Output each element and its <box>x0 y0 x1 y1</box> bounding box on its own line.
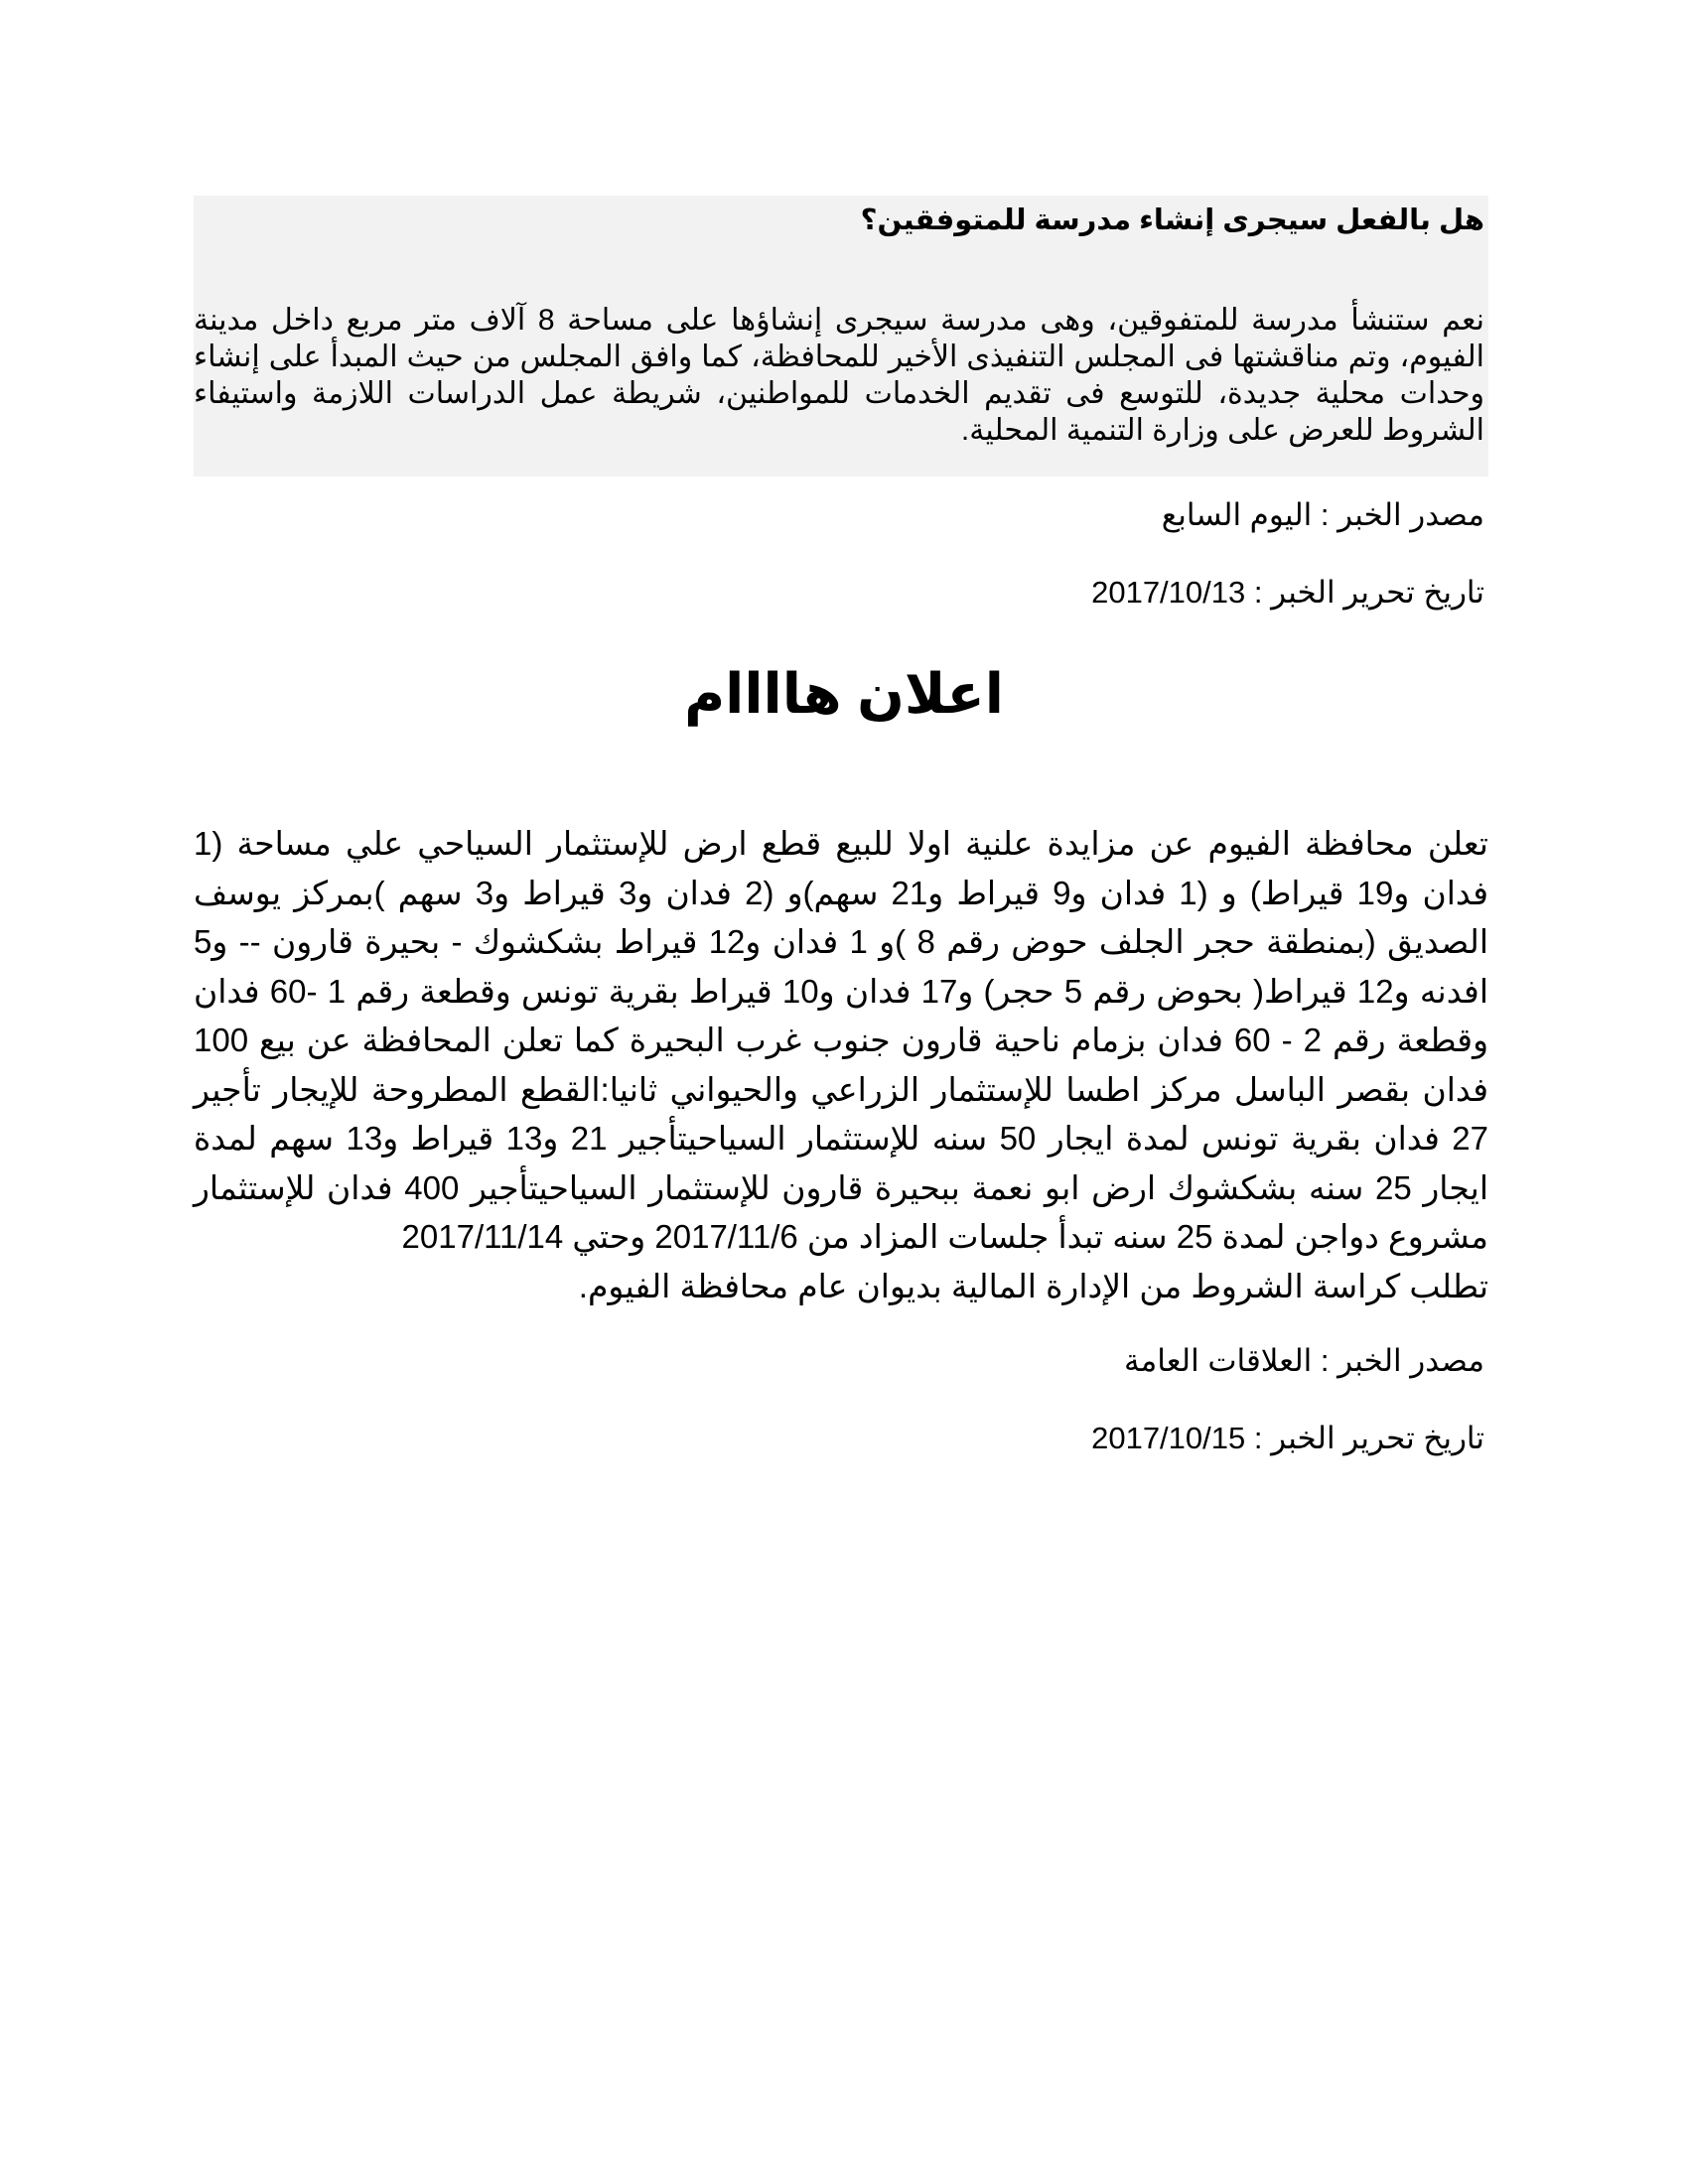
announcement-date: تاريخ تحرير الخبر : 2017/10/15 <box>1091 1421 1484 1455</box>
news-source: مصدر الخبر : اليوم السابع <box>1161 497 1484 532</box>
announcement-text: تعلن محافظة الفيوم عن مزايدة علنية اولا للبيع قطع ارض للإستثمار السياحي علي مساحة (1 فدان و19 قيراط) و (1 فدان و9 قيراط و21 سهم)و (2 فدان و3 قيراط و3 سهم )بمركز يوسف الصديق (بمنطقة حجر الجلف حوض رقم 8 )و 1 فدان و12 قيراط بشكشوك - بحيرة قارون -- و5 افدنه و12 قيراط( بحوض رقم 5 حجر) و17 فدان و10 قيراط بقرية تونس وقطعة رقم 1 -60 فدان وقطعة رقم 2 - 60 فدان بزمام ناحية قارون جنوب غرب البحيرة كما تعلن المحافظة عن بيع 100 فدان بقصر الباسل مركز اطسا للإستثمار الزراعي والحيواني ثانيا:القطع المطروحة للإيجار تأجير 27 فدان بقرية تونس لمدة ايجار 50 سنه للإستثمار السياحيتأجير 21 و13 قيراط و13 سهم لمدة ايجار 25 سنه بشكشوك ارض ابو نعمة ببحيرة قارون للإستثمار السياحيتأجير 400 فدان للإستثمار مشروع دواجن لمدة 25 سنه تبدأ جلسات المزاد من 2017/11/6 وحتي 2017/11/14 <box>194 825 1489 1255</box>
question-heading: هل بالفعل سيجرى إنشاء مدرسة للمتوفقين؟ <box>860 205 1484 236</box>
answer-paragraph: نعم ستنشأ مدرسة للمتفوقين، وهى مدرسة سيجرى إنشاؤها على مساحة 8 آلاف متر مربع داخل مدينة الفيوم، وتم مناقشتها فى المجلس التنفيذى الأخير للمحافظة، كما وافق المجلس من حيث المبدأ على إنشاء وحدات محلية جديدة، للتوسع فى تقديم الخدمات للمواطنين، شريطة عمل الدراسات اللازمة واستيفاء الشروط للعرض على وزارة التنمية المحلية. <box>194 304 1485 447</box>
announcement-headline: اعلان هاااام <box>684 662 1004 725</box>
announcement-last-line: تطلب كراسة الشروط من الإدارة المالية بديوان عام محافظة الفيوم. <box>578 1267 1488 1304</box>
news-date: تاريخ تحرير الخبر : 2017/10/13 <box>1091 575 1484 610</box>
announcement-paragraph <box>194 819 1488 1310</box>
announcement-source: مصدر الخبر : العلاقات العامة <box>1124 1343 1484 1378</box>
